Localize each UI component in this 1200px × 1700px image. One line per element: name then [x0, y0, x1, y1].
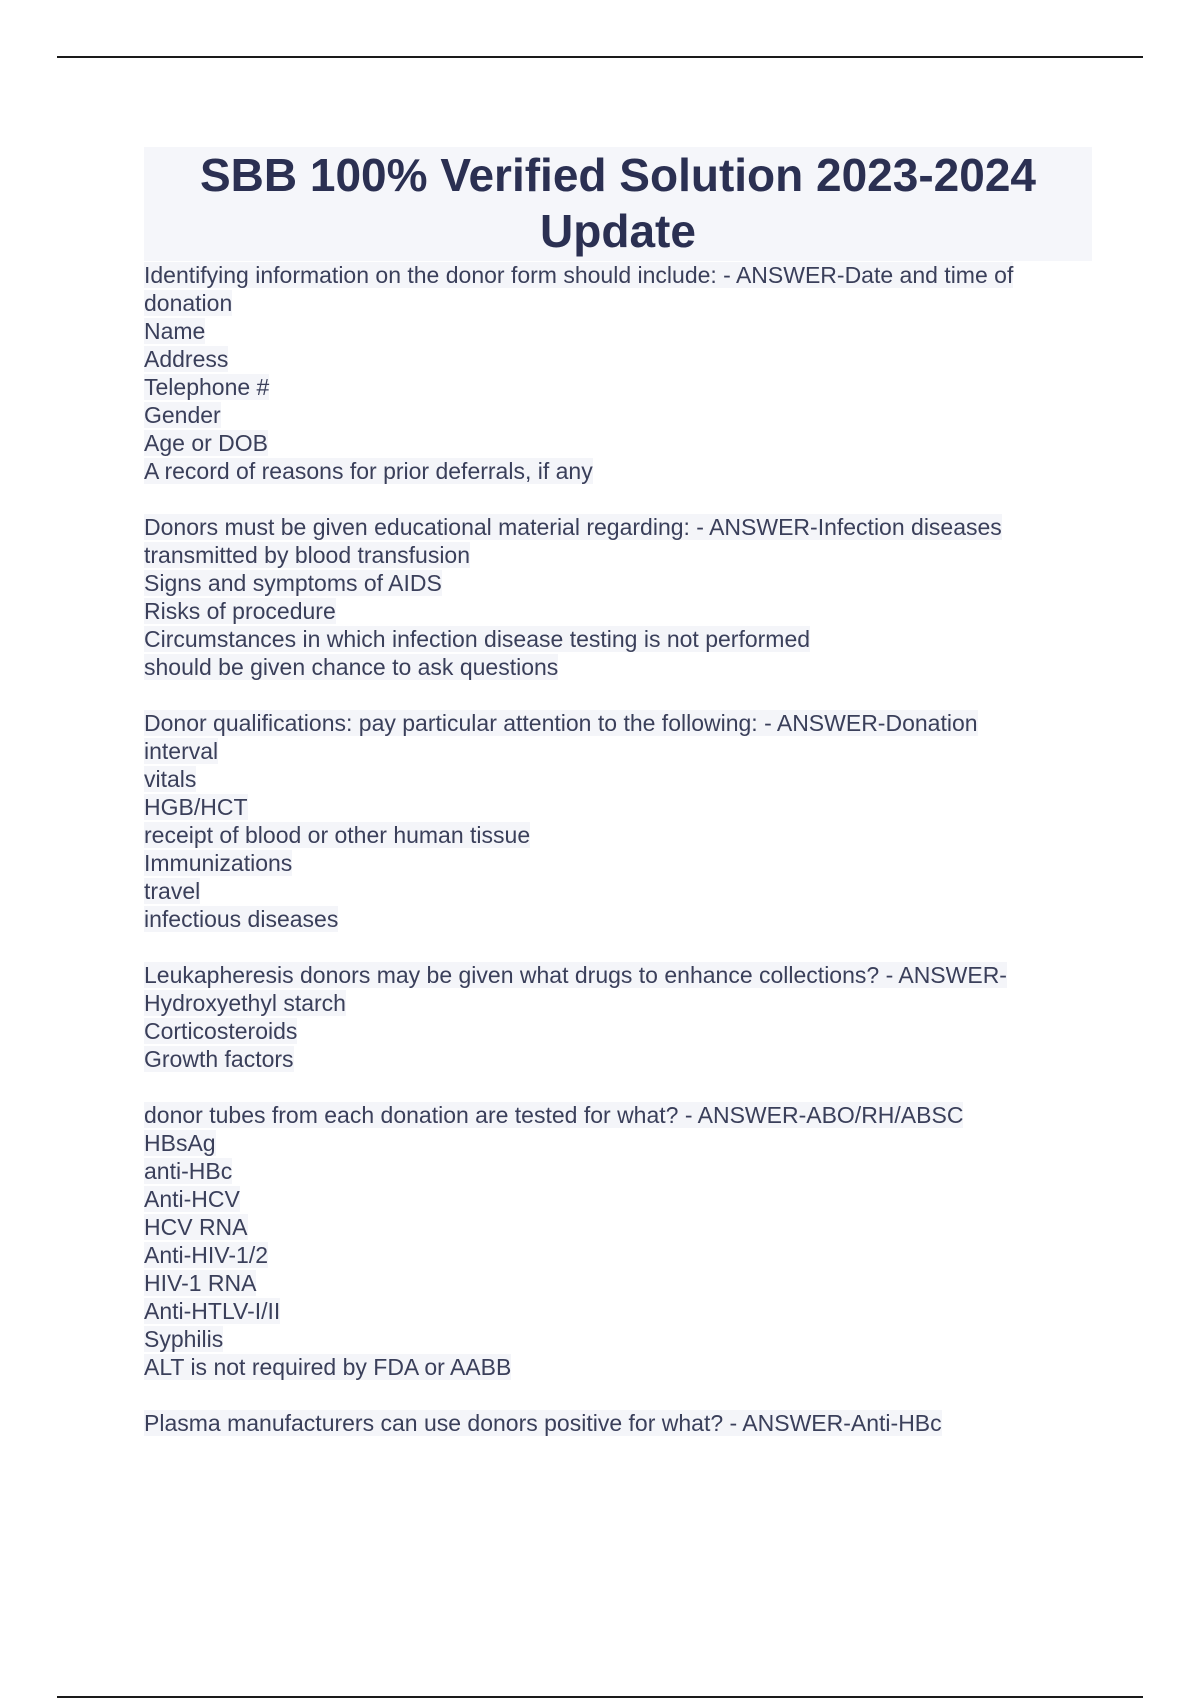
answer-line: [144, 737, 1092, 765]
question-line: [144, 261, 1092, 289]
line-text: Identifying information on the donor form should include: - ANSWER-Date and time of: [144, 262, 1014, 288]
document-body: [144, 147, 1092, 1437]
answer-line: [144, 569, 1092, 597]
line-text: vitals: [144, 766, 197, 792]
footer-rule: [57, 1696, 1143, 1698]
answer-line: [144, 1185, 1092, 1213]
line-text: Name: [144, 318, 206, 344]
line-text: Growth factors: [144, 1046, 294, 1072]
answer-line: [144, 849, 1092, 877]
line-text: A record of reasons for prior deferrals, if any: [144, 458, 593, 484]
qa-block: [144, 709, 1092, 933]
line-text: Age or DOB: [144, 430, 268, 456]
answer-line: [144, 401, 1092, 429]
line-text: Hydroxyethyl starch: [144, 990, 346, 1016]
header-rule: [57, 56, 1143, 58]
line-text: Donors must be given educational material regarding: - ANSWER-Infection diseases: [144, 514, 1002, 540]
answer-line: [144, 597, 1092, 625]
line-text: Donor qualifications: pay particular attention to the following: - ANSWER-Donation: [144, 710, 978, 736]
answer-line: [144, 1157, 1092, 1185]
line-text: interval: [144, 738, 219, 764]
answer-line: [144, 1129, 1092, 1157]
answer-line: [144, 457, 1092, 485]
answer-line: [144, 877, 1092, 905]
line-text: Address: [144, 346, 229, 372]
answer-line: [144, 905, 1092, 933]
line-text: Telephone #: [144, 374, 270, 400]
answer-line: [144, 429, 1092, 457]
answer-line: [144, 793, 1092, 821]
line-text: transmitted by blood transfusion: [144, 542, 471, 568]
line-text: donation: [144, 290, 233, 316]
line-text: Corticosteroids: [144, 1018, 298, 1044]
answer-line: [144, 765, 1092, 793]
line-text: Syphilis: [144, 1326, 224, 1352]
line-text: Anti-HTLV-I/II: [144, 1298, 281, 1324]
line-text: HGB/HCT: [144, 794, 248, 820]
answer-line: [144, 653, 1092, 681]
line-text: Circumstances in which infection disease testing is not performed: [144, 626, 811, 652]
answer-line: [144, 1325, 1092, 1353]
title-line-2: Update: [540, 205, 696, 257]
answer-line: [144, 1017, 1092, 1045]
title-band: [144, 147, 1092, 261]
line-text: Immunizations: [144, 850, 293, 876]
line-text: HCV RNA: [144, 1214, 248, 1240]
answer-line: [144, 289, 1092, 317]
line-text: anti-HBc: [144, 1158, 233, 1184]
question-line: [144, 709, 1092, 737]
line-text: infectious diseases: [144, 906, 339, 932]
answer-line: [144, 541, 1092, 569]
line-text: travel: [144, 878, 201, 904]
document-title: [144, 147, 1092, 259]
answer-line: [144, 345, 1092, 373]
answer-line: [144, 989, 1092, 1017]
answer-line: [144, 317, 1092, 345]
line-text: Gender: [144, 402, 221, 428]
line-text: HIV-1 RNA: [144, 1270, 257, 1296]
qa-block: [144, 1409, 1092, 1437]
line-text: HBsAg: [144, 1130, 216, 1156]
question-line: [144, 513, 1092, 541]
qa-block: [144, 961, 1092, 1073]
answer-line: [144, 1353, 1092, 1381]
qa-block: [144, 261, 1092, 485]
title-line-1: SBB 100% Verified Solution 2023-2024: [199, 149, 1037, 201]
answer-line: [144, 625, 1092, 653]
qa-sections: [144, 261, 1092, 1437]
answer-line: [144, 1045, 1092, 1073]
line-text: Signs and symptoms of AIDS: [144, 570, 442, 596]
answer-line: [144, 1213, 1092, 1241]
line-text: Anti-HCV: [144, 1186, 240, 1212]
answer-line: [144, 1269, 1092, 1297]
qa-block: [144, 1101, 1092, 1381]
answer-line: [144, 821, 1092, 849]
line-text: Plasma manufacturers can use donors positive for what? - ANSWER-Anti-HBc: [144, 1410, 942, 1436]
answer-line: [144, 1297, 1092, 1325]
line-text: Anti-HIV-1/2: [144, 1242, 268, 1268]
line-text: ALT is not required by FDA or AABB: [144, 1354, 512, 1380]
answer-line: [144, 1241, 1092, 1269]
line-text: should be given chance to ask questions: [144, 654, 559, 680]
question-line: [144, 961, 1092, 989]
line-text: Risks of procedure: [144, 598, 336, 624]
question-line: [144, 1409, 1092, 1437]
line-text: receipt of blood or other human tissue: [144, 822, 531, 848]
answer-line: [144, 373, 1092, 401]
line-text: donor tubes from each donation are tested for what? - ANSWER-ABO/RH/ABSC: [144, 1102, 964, 1128]
qa-block: [144, 513, 1092, 681]
line-text: Leukapheresis donors may be given what drugs to enhance collections? - ANSWER-: [144, 962, 1007, 988]
question-line: [144, 1101, 1092, 1129]
